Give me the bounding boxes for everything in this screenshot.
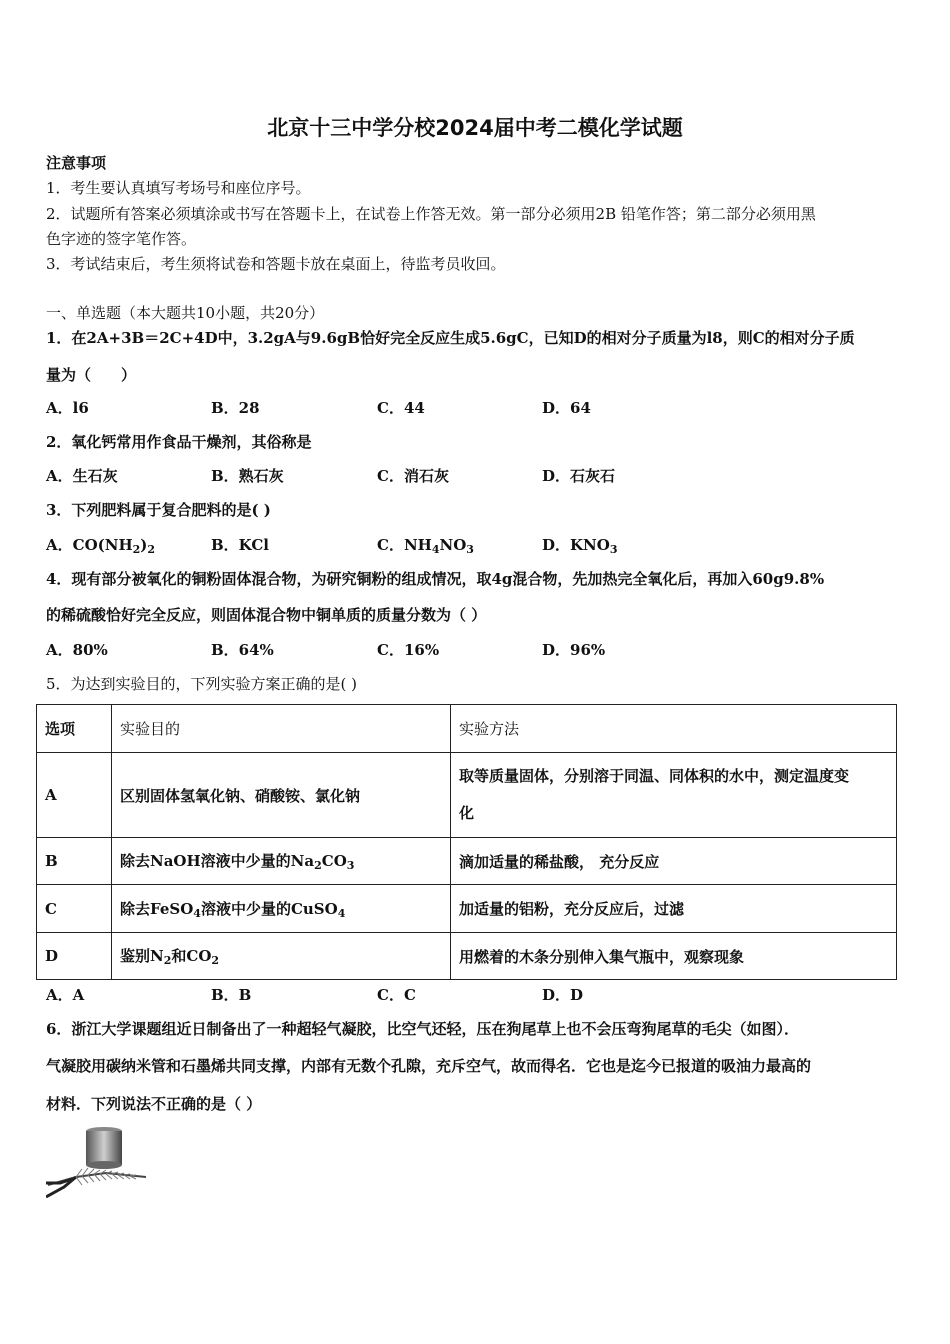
row-d-purpose: 鉴别$N_2$和$CO_2$ [112,933,451,980]
q6-stem-line2: 气凝胶用碳纳米管和石墨烯共同支撑，内部有无数个孔隙，充斥空气，故而得名．它也是迄今已报道的吸油力最高的 [46,1057,812,1075]
q3-option-d: D．$KNO_3$ [542,536,618,556]
q1-option-a: A．l6 [46,399,89,417]
q6-stem-line3: 材料．下列说法不正确的是（ ） [46,1095,262,1113]
q3-option-c: C．$NH_4NO_3$ [377,536,474,556]
table-row [37,933,897,980]
experiment-table [36,704,897,980]
q4-option-a: A．80% [46,641,108,659]
row-a-option: A [37,753,112,838]
row-a-purpose: 区别固体氢氧化钠、硝酸铵、氯化钠 [112,753,451,838]
q6-stem-line1: 6．浙江大学课题组近日制备出了一种超轻气凝胶，比空气还轻，压在狗尾草上也不会压弯狗尾草的毛尖（如图）． [46,1020,799,1038]
row-a-method: 取等质量固体，分别溶于同温、同体积的水中，测定温度变 化 [451,753,897,838]
q2-option-c: C．消石灰 [377,467,449,485]
q3-option-b: B．KCl [211,536,269,554]
row-b-option: B [37,838,112,885]
table-header-row [37,705,897,753]
notice-item-1: 1．考生要认真填写考场号和座位序号。 [46,179,311,197]
q5-option-a: A．A [46,986,85,1004]
row-d-option: D [37,933,112,980]
q1-option-d: D．64 [542,399,591,417]
notice-heading: 注意事项 [46,154,107,172]
notice-item-3: 3．考试结束后，考生须将试卷和答题卡放在桌面上，待监考员收回。 [46,255,506,273]
row-c-purpose: 除去FeSO$_4$溶液中少量的CuSO$_4$ [112,885,451,933]
q5-option-c: C．C [377,986,416,1004]
q5-stem: 5．为达到实验目的，下列实验方案正确的是( ) [46,675,358,693]
table-row [37,885,897,933]
row-d-method: 用燃着的木条分别伸入集气瓶中，观察现象 [451,933,897,980]
q4-option-c: C．16% [377,641,440,659]
q2-stem: 2．氧化钙常用作食品干燥剂，其俗称是 [46,433,312,451]
q4-stem-line1: 4．现有部分被氧化的铜粉固体混合物，为研究铜粉的组成情况，取4g混合物，先加热完全氧化后，再加入60g9.8% [46,570,825,588]
aerogel-figure [46,1125,150,1203]
q5-option-b: B．B [211,986,252,1004]
q5-option-d: D．D [542,986,584,1004]
q4-option-b: B．64% [211,641,274,659]
q1-option-b: B．28 [211,399,260,417]
table-header-purpose: 实验目的 [112,705,451,753]
section-heading: 一、单选题（本大题共10小题，共20分） [46,304,325,322]
q1-stem-line2: 量为（ ） [46,366,137,384]
table-row [37,838,897,885]
q2-option-a: A．生石灰 [46,467,118,485]
row-c-option: C [37,885,112,933]
notice-item-2b: 色字迹的签字笔作答。 [46,230,197,248]
q1-option-c: C．44 [377,399,425,417]
row-b-purpose: 除去NaOH溶液中少量的$Na_2CO_3$ [112,838,451,885]
table-header-option: 选项 [37,705,112,753]
table-header-method: 实验方法 [451,705,897,753]
q4-option-d: D．96% [542,641,606,659]
notice-item-2a: 2．试题所有答案必须填涂或书写在答题卡上，在试卷上作答无效。第一部分必须用2B 铅笔作答；第二部分必须用黑 [46,205,816,223]
page-title: 北京十三中学分校2024届中考二模化学试题 [267,116,683,140]
q3-option-a: A．$CO(NH_2)_2$ [46,536,156,556]
q4-stem-line2: 的稀硫酸恰好完全反应，则固体混合物中铜单质的质量分数为（ ） [46,606,487,624]
q1-stem-line1: 1．在2A+3B＝2C+4D中，3.2gA与9.6gB恰好完全反应生成5.6gC，已知D的相对分子质量为l8，则C的相对分子质 [46,329,855,347]
q3-stem: 3．下列肥料属于复合肥料的是( ) [46,501,271,519]
q2-option-d: D．石灰石 [542,467,616,485]
table-row [37,753,897,838]
row-c-method: 加适量的铝粉，充分反应后，过滤 [451,885,897,933]
q2-option-b: B．熟石灰 [211,467,284,485]
row-b-method: 滴加适量的稀盐酸， 充分反应 [451,838,897,885]
